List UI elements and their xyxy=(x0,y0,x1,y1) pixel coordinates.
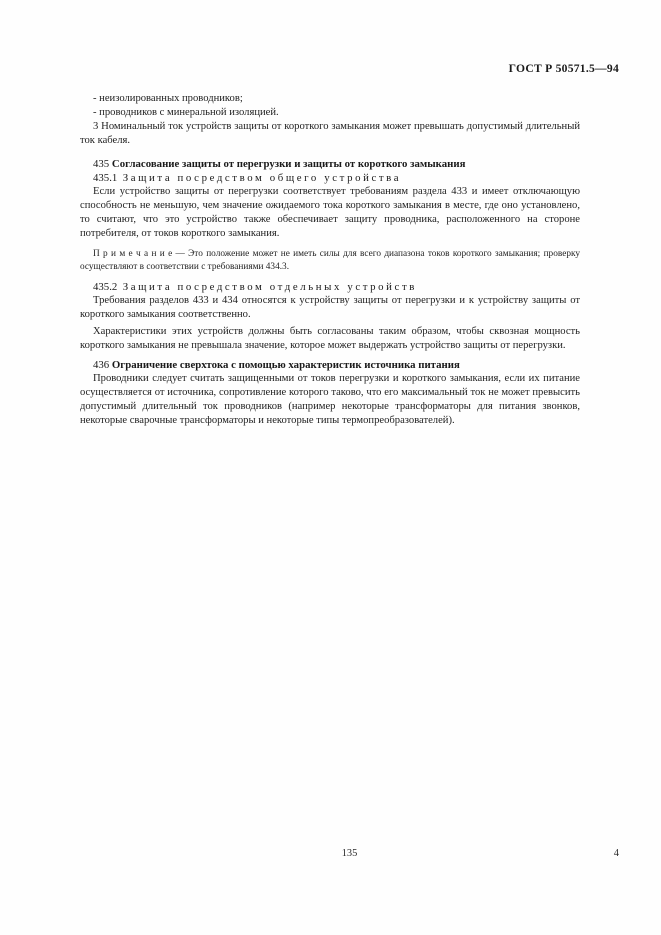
spacer xyxy=(80,241,580,248)
heading-435-1-number: 435.1 xyxy=(93,172,118,185)
heading-436 xyxy=(80,358,580,372)
footer-page-number: 135 xyxy=(341,848,358,859)
heading-435 xyxy=(80,157,580,171)
paragraph-435-2-b: Характеристики этих устройств должны быть согласованы таким образом, чтобы сквозная мощность короткого замыкания не превышала значение, которое может выдержать устройство защиты от перегрузки. xyxy=(80,326,580,352)
heading-436-number: 436 xyxy=(93,359,110,372)
footer-sheet-number: 4 xyxy=(613,848,619,859)
heading-435-1-title: Защита посредством общего устройства xyxy=(122,172,402,185)
heading-435-2-number: 435.2 xyxy=(93,280,118,293)
heading-435-title: Согласование защиты от перегрузки и защиты от короткого замыкания xyxy=(111,158,466,170)
heading-436-title: Ограничение сверхтока с помощью характеристик источника питания xyxy=(111,359,460,372)
note-435-1: П р и м е ч а н и е — Это положение может не иметь силы для всего диапазона токов короткого замыкания; проверку осуществляют в соответствии с требованиями 434.3. xyxy=(80,249,580,272)
spacer xyxy=(80,148,580,157)
list-item: - проводников с минеральной изоляцией. xyxy=(93,107,279,118)
paragraph-436: Проводники следует считать защищенными от токов перегрузки и короткого замыкания, если их питание осуществляется от источника, сопротивление которого таково, что его максимальный ток не может превысить допустимый длительный ток проводников (например некоторые трансформаторы для питания звонков, некоторые сварочные трансформаторы и некоторые типы термопреобразователей). xyxy=(80,373,580,427)
heading-435-number: 435 xyxy=(93,158,110,170)
paragraph-435-2-a: Требования разделов 433 и 434 относятся к устройству защиты от перегрузки и к устройству защиты от короткого замыкания соответственно. xyxy=(80,295,580,321)
text-column xyxy=(80,92,580,428)
paragraph-435-1: Если устройство защиты от перегрузки соответствует требованиям раздела 433 и имеет отключающую способность не меньшую, чем значение ожидаемого тока короткого замыкания в месте, где оно установлено, то считают, что это устройство также обеспечивает защиту проводника, расположенного на стороне потребителя, от токов короткого замыкания. xyxy=(80,186,580,240)
heading-435-2 xyxy=(80,280,580,294)
heading-435-1 xyxy=(80,171,580,185)
heading-435-2-title: Защита посредством отдельных устройств xyxy=(122,280,417,293)
spacer xyxy=(80,273,580,280)
list-item: - неизолированных проводников; xyxy=(93,93,243,104)
running-header-standard-number: ГОСТ Р 50571.5—94 xyxy=(508,62,619,75)
page-footer xyxy=(80,848,619,864)
note-item-3: 3 Номинальный ток устройств защиты от короткого замыкания может превышать допустимый длительный ток кабеля. xyxy=(80,121,580,146)
